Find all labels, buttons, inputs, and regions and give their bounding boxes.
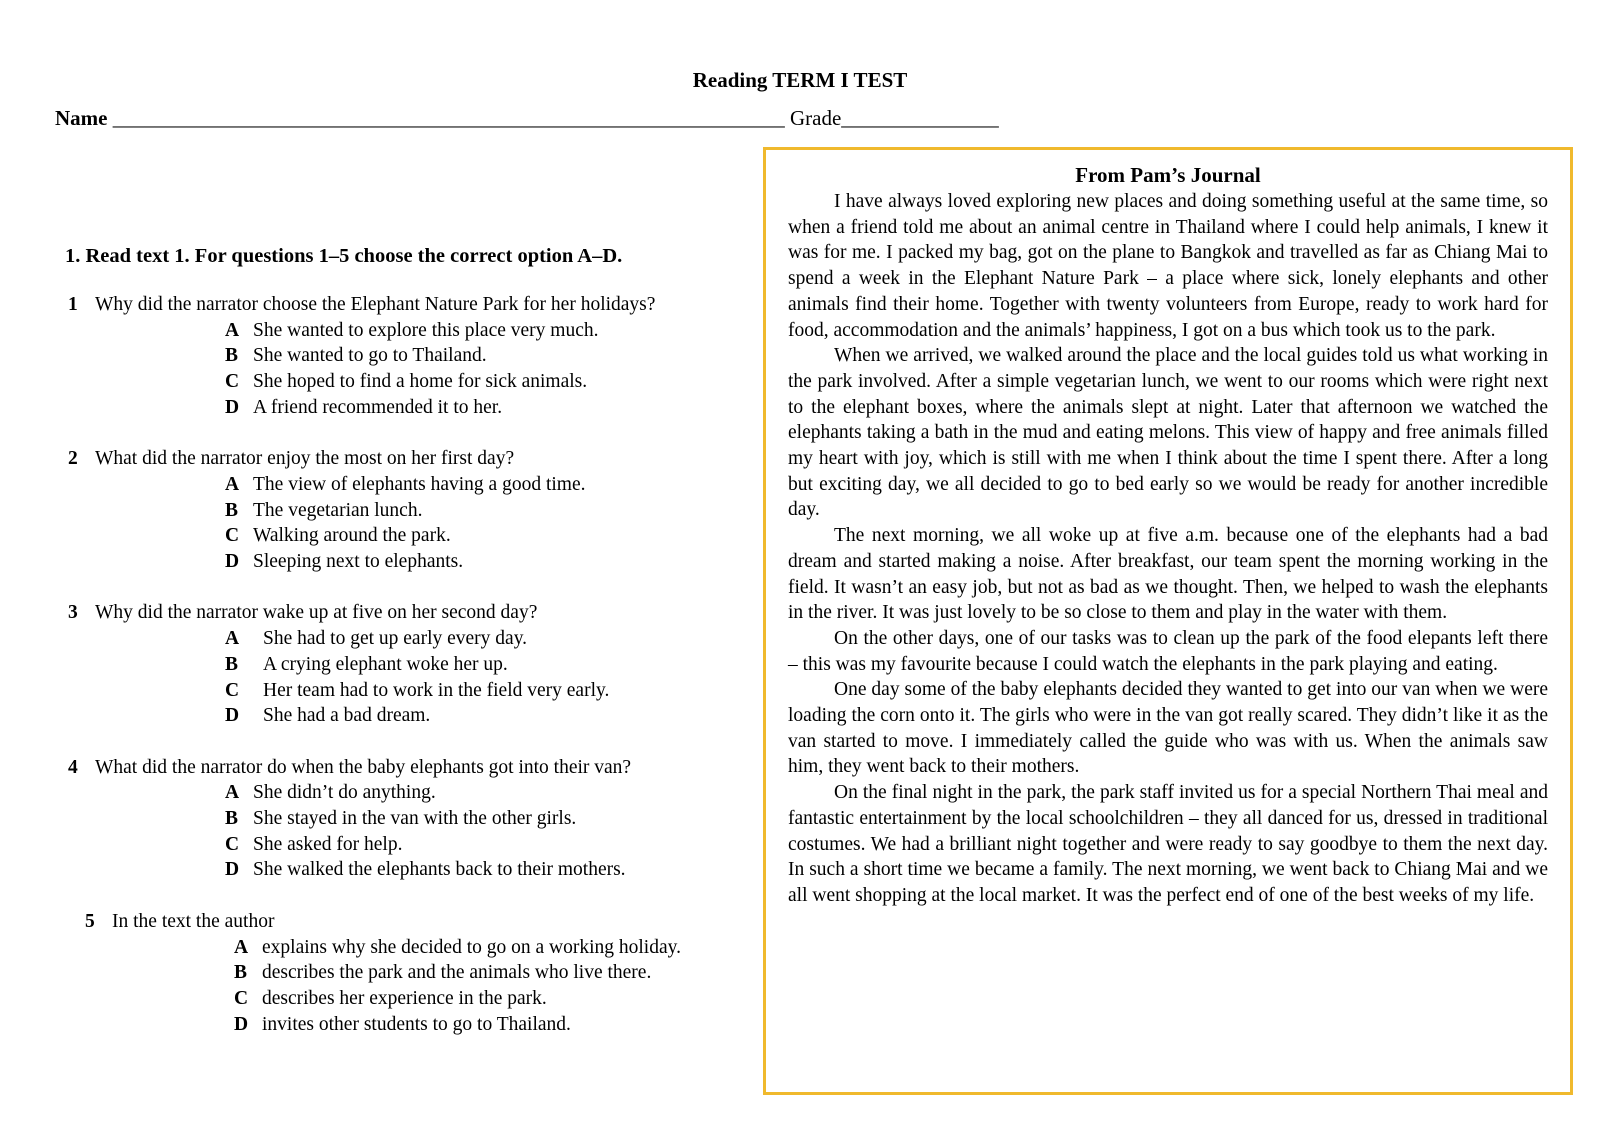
option-text: Sleeping next to elephants.: [253, 551, 464, 573]
option-letter: A: [225, 628, 240, 650]
option-letter: C: [225, 371, 240, 393]
grade-label: Grade: [789, 106, 842, 130]
option-row: [225, 832, 768, 858]
option-letter: D: [234, 1013, 249, 1035]
option-row: [225, 678, 768, 704]
option-letter: B: [225, 808, 239, 830]
option-text: She had a bad dream.: [263, 705, 431, 727]
option-row: [225, 472, 768, 498]
option-text: Her team had to work in the field very early.: [263, 679, 610, 701]
name-label: Name: [55, 106, 108, 130]
option-row: [225, 498, 768, 524]
option-letter: C: [234, 987, 249, 1009]
option-text: The vegetarian lunch.: [253, 499, 423, 521]
option-letter: C: [225, 679, 240, 701]
option-text: A crying elephant woke her up.: [263, 653, 508, 675]
option-text: She hoped to find a home for sick animals.: [253, 371, 588, 393]
option-text: She walked the elephants back to their mothers.: [253, 859, 626, 881]
option-letter: A: [234, 936, 249, 958]
option-text: She asked for help.: [253, 833, 403, 855]
option-letter: C: [225, 833, 240, 855]
option-text: The view of elephants having a good time.: [253, 473, 586, 495]
name-blank-line: ________________________________________________________________: [112, 106, 785, 130]
option-letter: B: [225, 345, 239, 367]
option-row: [225, 652, 768, 678]
option-letter: D: [225, 859, 240, 881]
option-text: A friend recommended it to her.: [253, 396, 503, 418]
question-number: 4: [68, 756, 78, 778]
journal-paragraph: On the other days, one of our tasks was to clean up the park of the food elepants left there – this was my favourite because I could watch the elephants in the park playing and eating.: [788, 627, 1548, 675]
option-row: [234, 935, 768, 961]
option-row: [225, 703, 768, 729]
option-row: [234, 1012, 768, 1038]
journal-paragraph: When we arrived, we walked around the place and the local guides told us what working in the park involved. After a simple vegetarian lunch, we went to our rooms which were right next to the elephant boxes, where the animals slept at night. Later that afternoon we watched the elephants taking a bath in the mud and eating melons. This view of happy and free animals filled my heart with joy, which is still with me when I think about the time I spent there. After a long but exciting day, we all decided to go to bed early so we would be ready for another incredible day.: [788, 345, 1548, 521]
questions-column: [68, 292, 768, 1063]
option-letter: D: [225, 705, 240, 727]
option-row: [225, 806, 768, 832]
journal-title: From Pam’s Journal: [1075, 163, 1261, 187]
option-text: invites other students to go to Thailand.: [262, 1013, 571, 1035]
option-row: [234, 960, 768, 986]
option-letter: C: [225, 525, 240, 547]
question-text: Why did the narrator wake up at five on her second day?: [95, 602, 538, 624]
journal-paragraph: The next morning, we all woke up at five a.m. because one of the elephants had a bad dream and started making a noise. After breakfast, our team spent the morning working in the field. It wasn’t an easy job, but not as bad as we thought. Then, we helped to wash the elephants in the river. It was just lovely to be so close to them and play in the water with them.: [788, 525, 1548, 624]
question-block: [68, 600, 768, 729]
journal-paragraph: I have always loved exploring new places and doing something useful at the same time, so when a friend told me about an animal centre in Thailand where I could help animals, I knew it was for me. I packed my bag, got on the plane to Bangkok and travelled as far as Chiang Mai to spend a week in the Elephant Nature Park – a place where sick, lonely elephants and other animals find their home. Together with twenty volunteers from Europe, ready to work hard for food, accommodation and the animals’ happiness, I got on a bus which took us to the park.: [788, 191, 1548, 341]
question-text: Why did the narrator choose the Elephant Nature Park for her holidays?: [95, 294, 656, 315]
option-letter: A: [225, 782, 240, 804]
option-row: [225, 395, 768, 421]
question-number: 2: [68, 448, 78, 470]
journal-paragraph: On the final night in the park, the park staff invited us for a special Northern Thai meal and fantastic entertainment by the local schoolchildren – they all danced for us, dressed in traditional costumes. We had a brilliant night together and were ready to say goodbye to them the next day. In such a short time we became a family. The next morning, we went back to Chiang Mai and we all went shopping at the local market. It was the perfect end of one of the best weeks of my life.: [788, 782, 1548, 906]
option-letter: A: [225, 319, 240, 341]
option-row: [225, 369, 768, 395]
option-row: [225, 318, 768, 344]
option-row: [225, 343, 768, 369]
option-letter: B: [234, 962, 248, 984]
option-text: describes the park and the animals who live there.: [262, 962, 652, 984]
task-heading: 1. Read text 1. For questions 1–5 choose the correct option A–D.: [65, 245, 623, 267]
journal-paragraph: One day some of the baby elephants decided they wanted to get into our van when we were loading the corn onto it. The girls who were in the van got really scared. They didn’t like it as the van started to move. I immediately called the guide who was with us. When the animals saw him, they went back to their mothers.: [788, 679, 1548, 778]
option-letter: D: [225, 396, 240, 418]
option-row: [225, 523, 768, 549]
option-letter: A: [225, 473, 240, 495]
page-title: Reading TERM I TEST: [692, 68, 908, 92]
option-row: [234, 986, 768, 1012]
question-number: 5: [85, 910, 95, 932]
option-text: She had to get up early every day.: [263, 628, 528, 650]
option-letter: B: [225, 499, 239, 521]
option-text: She wanted to explore this place very much.: [253, 319, 599, 341]
option-text: describes her experience in the park.: [262, 987, 547, 1009]
question-block: [68, 446, 768, 575]
question-block: [68, 755, 768, 884]
option-text: explains why she decided to go on a working holiday.: [262, 936, 681, 958]
option-row: [225, 857, 768, 883]
journal-text-box: [763, 147, 1573, 1095]
option-text: Walking around the park.: [253, 525, 451, 547]
question-text: What did the narrator enjoy the most on her first day?: [95, 448, 515, 470]
question-text: In the text the author: [112, 910, 275, 932]
option-row: [225, 549, 768, 575]
question-block: [68, 909, 768, 1038]
name-grade-row: [55, 106, 999, 131]
option-row: [225, 780, 768, 806]
option-letter: D: [225, 551, 240, 573]
question-number: 3: [68, 602, 78, 624]
grade-blank-line: _______________: [841, 106, 999, 130]
option-row: [225, 626, 768, 652]
option-text: She stayed in the van with the other girls.: [253, 808, 577, 830]
option-text: She didn’t do anything.: [253, 782, 436, 804]
question-block: [68, 292, 768, 421]
option-text: She wanted to go to Thailand.: [253, 345, 487, 367]
option-letter: B: [225, 653, 239, 675]
question-text: What did the narrator do when the baby elephants got into their van?: [95, 756, 632, 778]
question-number: 1: [68, 294, 78, 315]
